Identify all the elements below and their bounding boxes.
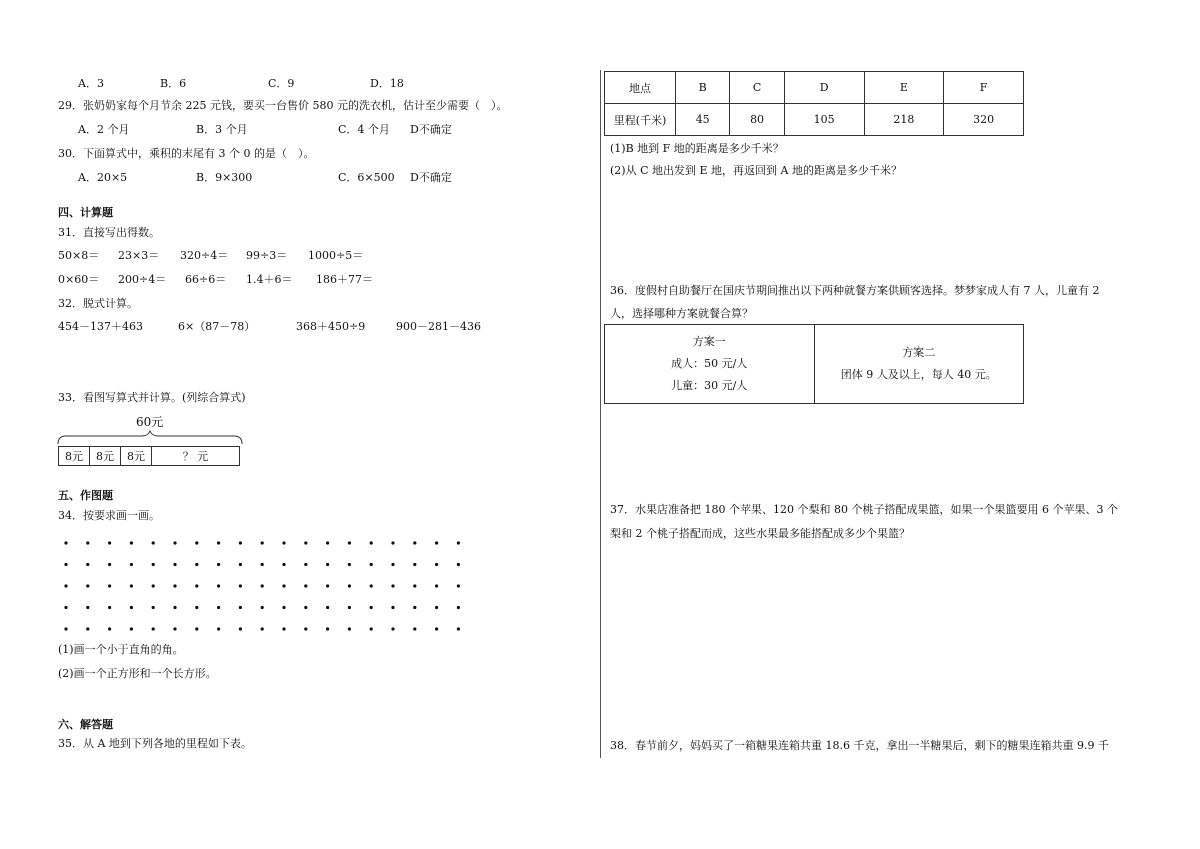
grid-dot — [152, 584, 155, 587]
grid-dot — [261, 584, 264, 587]
grid-dot — [108, 627, 111, 630]
grid-dot — [348, 627, 351, 630]
q34-sub2: (2)画一个正方形和一个长方形。 — [58, 667, 217, 680]
table-cell: 320 — [944, 104, 1024, 136]
q30-option-d: D不确定 — [410, 171, 452, 184]
table-cell: 45 — [676, 104, 730, 136]
q31-item: 50×8＝ — [58, 249, 100, 262]
grid-dot — [239, 606, 242, 609]
grid-dot — [282, 541, 285, 544]
q35-sub2: (2)从 C 地出发到 E 地，再返回到 A 地的距离是多少千米？ — [610, 164, 902, 177]
table-header-cell: C — [730, 72, 784, 104]
q33-text: 33．看图写算式并计算。(列综合算式) — [58, 391, 246, 404]
grid-dot — [152, 563, 155, 566]
q29-option-a: A．2 个月 — [78, 123, 130, 136]
section-6-heading: 六、解答题 — [58, 718, 113, 731]
q33-unknown-segment: ？ 元 — [182, 450, 209, 463]
grid-dot — [239, 584, 242, 587]
grid-dot — [282, 584, 285, 587]
grid-dot — [64, 584, 67, 587]
q28-option-a: A．3 — [78, 77, 104, 90]
grid-dot — [261, 627, 264, 630]
grid-dot — [413, 627, 416, 630]
q35-distance-table — [604, 71, 1024, 136]
grid-dot — [195, 627, 198, 630]
grid-dot — [217, 606, 220, 609]
grid-dot — [326, 606, 329, 609]
grid-dot — [457, 627, 460, 630]
table-row-label: 里程(千米) — [605, 104, 676, 136]
table-header-cell: E — [864, 72, 944, 104]
grid-dot — [239, 627, 242, 630]
q35-text: 35．从 A 地到下列各地的里程如下表。 — [58, 737, 252, 750]
q31-item: 0×60＝ — [58, 273, 100, 286]
grid-dot — [304, 584, 307, 587]
grid-dot — [195, 584, 198, 587]
q31-text: 31．直接写出得数。 — [58, 226, 160, 239]
grid-dot — [261, 563, 264, 566]
q32-text: 32．脱式计算。 — [58, 297, 138, 310]
q32-item: 6×（87－78） — [178, 320, 256, 333]
grid-dot — [413, 541, 416, 544]
q29-option-d: D不确定 — [410, 123, 452, 136]
grid-dot — [64, 563, 67, 566]
grid-dot — [152, 606, 155, 609]
grid-dot — [86, 606, 89, 609]
plan-two-desc: 团体 9 人及以上，每人 40 元。 — [840, 368, 997, 381]
table-header-cell: 地点 — [605, 72, 676, 104]
grid-dot — [108, 563, 111, 566]
grid-dot — [370, 606, 373, 609]
grid-dot — [195, 606, 198, 609]
grid-dot — [86, 541, 89, 544]
q35-sub1: (1)B 地到 F 地的距离是多少千米？ — [610, 142, 784, 155]
grid-dot — [217, 541, 220, 544]
grid-dot — [348, 541, 351, 544]
grid-dot — [413, 584, 416, 587]
grid-dot — [282, 563, 285, 566]
grid-dot — [457, 563, 460, 566]
grid-dot — [261, 541, 264, 544]
plan-two — [815, 325, 1024, 403]
q30-text: 30．下面算式中，乘积的末尾有 3 个 0 的是（ ）。 — [58, 147, 315, 160]
grid-dot — [370, 584, 373, 587]
grid-dot — [457, 541, 460, 544]
q38-line1: 38．春节前夕，妈妈买了一箱糖果连箱共重 18.6 千克，拿出一半糖果后，剩下的糖果连箱共重 9.9 千 — [610, 739, 1109, 752]
grid-dot — [457, 584, 460, 587]
q33-total-label: 60元 — [136, 415, 164, 429]
q33-segment-bar — [58, 446, 240, 466]
q31-item: 99÷3＝ — [246, 249, 288, 262]
grid-dot — [195, 563, 198, 566]
q30-option-a: A．20×5 — [78, 171, 128, 184]
grid-dot — [348, 563, 351, 566]
q33-segment: 8元 — [121, 447, 152, 465]
grid-dot — [239, 541, 242, 544]
plan-one — [605, 325, 815, 403]
q36-line2: 人，选择哪种方案就餐合算？ — [610, 307, 753, 320]
grid-dot — [413, 606, 416, 609]
grid-dot — [86, 627, 89, 630]
plan-two-title: 方案二 — [902, 346, 936, 359]
q30-option-b: B．9×300 — [196, 171, 253, 184]
grid-dot — [173, 606, 176, 609]
q29-option-c: C．4 个月 — [338, 123, 390, 136]
grid-dot — [370, 563, 373, 566]
grid-dot — [64, 606, 67, 609]
grid-dot — [130, 606, 133, 609]
q32-item: 368＋450÷9 — [296, 320, 366, 333]
grid-dot — [130, 584, 133, 587]
plan-one-adult: 成人：50 元/人 — [671, 357, 748, 370]
grid-dot — [391, 584, 394, 587]
plan-one-child: 儿童：30 元/人 — [671, 379, 748, 392]
grid-dot — [348, 584, 351, 587]
grid-dot — [304, 627, 307, 630]
grid-dot — [217, 584, 220, 587]
q31-item: 320÷4＝ — [180, 249, 229, 262]
q31-item: 1000÷5＝ — [308, 249, 364, 262]
grid-dot — [173, 563, 176, 566]
q28-option-d: D．18 — [370, 77, 404, 90]
q28-option-b: B．6 — [160, 77, 187, 90]
q31-item: 66÷6＝ — [185, 273, 227, 286]
q28-option-c: C．9 — [268, 77, 295, 90]
q31-item: 186＋77＝ — [316, 273, 373, 286]
grid-dot — [457, 606, 460, 609]
grid-dot — [282, 606, 285, 609]
grid-dot — [239, 563, 242, 566]
grid-dot — [282, 627, 285, 630]
q31-item: 23×3＝ — [118, 249, 160, 262]
q32-item: 900－281－436 — [396, 320, 481, 333]
grid-dot — [326, 584, 329, 587]
q36-plan-table — [604, 324, 1024, 404]
grid-dot — [435, 584, 438, 587]
table-header-cell: B — [676, 72, 730, 104]
table-cell: 218 — [864, 104, 944, 136]
grid-dot — [326, 541, 329, 544]
table-header-cell: D — [784, 72, 864, 104]
q29-text: 29．张奶奶家每个月节余 225 元钱，要买一台售价 580 元的洗衣机，估计至少需要（ ）。 — [58, 99, 508, 112]
grid-dot — [435, 627, 438, 630]
grid-dot — [108, 584, 111, 587]
q30-option-c: C．6×500 — [338, 171, 395, 184]
grid-dot — [173, 584, 176, 587]
q33-brace — [56, 430, 244, 446]
grid-dot — [391, 563, 394, 566]
grid-dot — [86, 584, 89, 587]
grid-dot — [86, 563, 89, 566]
table-cell: 105 — [784, 104, 864, 136]
grid-dot — [370, 541, 373, 544]
q31-item: 200÷4＝ — [118, 273, 167, 286]
q33-segment: 8元 — [90, 447, 121, 465]
plan-one-title: 方案一 — [692, 335, 726, 348]
grid-dot — [304, 541, 307, 544]
grid-dot — [64, 627, 67, 630]
grid-dot — [195, 541, 198, 544]
grid-dot — [108, 606, 111, 609]
section-5-heading: 五、作图题 — [58, 489, 113, 502]
grid-dot — [217, 563, 220, 566]
q36-line1: 36．度假村自助餐厅在国庆节期间推出以下两种就餐方案供顾客选择。梦梦家成人有 7 人，儿童有 2 — [610, 284, 1100, 297]
grid-dot — [304, 563, 307, 566]
grid-dot — [130, 541, 133, 544]
grid-dot — [173, 627, 176, 630]
grid-dot — [173, 541, 176, 544]
grid-dot — [217, 627, 220, 630]
table-cell: 80 — [730, 104, 784, 136]
grid-dot — [64, 541, 67, 544]
grid-dot — [435, 606, 438, 609]
grid-dot — [261, 606, 264, 609]
q31-item: 1.4＋6＝ — [246, 273, 293, 286]
q37-line1: 37．水果店准备把 180 个苹果、120 个梨和 80 个桃子搭配成果篮，如果一个果篮要用 6 个苹果、3 个 — [610, 503, 1118, 516]
grid-dot — [370, 627, 373, 630]
grid-dot — [152, 541, 155, 544]
grid-dot — [326, 563, 329, 566]
q34-sub1: (1)画一个小于直角的角。 — [58, 643, 184, 656]
grid-dot — [435, 563, 438, 566]
grid-dot — [391, 627, 394, 630]
grid-dot — [391, 606, 394, 609]
grid-dot — [413, 563, 416, 566]
grid-dot — [326, 627, 329, 630]
q34-text: 34．按要求画一画。 — [58, 509, 160, 522]
q33-segment: 8元 — [59, 447, 90, 465]
dot-grid — [58, 536, 468, 636]
grid-dot — [130, 563, 133, 566]
grid-dot — [130, 627, 133, 630]
q29-option-b: B．3 个月 — [196, 123, 248, 136]
grid-dot — [304, 606, 307, 609]
grid-dot — [348, 606, 351, 609]
q32-item: 454－137＋463 — [58, 320, 143, 333]
grid-dot — [435, 541, 438, 544]
grid-dot — [391, 541, 394, 544]
page-divider — [600, 70, 601, 758]
grid-dot — [152, 627, 155, 630]
section-4-heading: 四、计算题 — [58, 206, 113, 219]
q37-line2: 梨和 2 个桃子搭配而成，这些水果最多能搭配成多少个果篮？ — [610, 527, 910, 540]
grid-dot — [108, 541, 111, 544]
table-header-cell: F — [944, 72, 1024, 104]
